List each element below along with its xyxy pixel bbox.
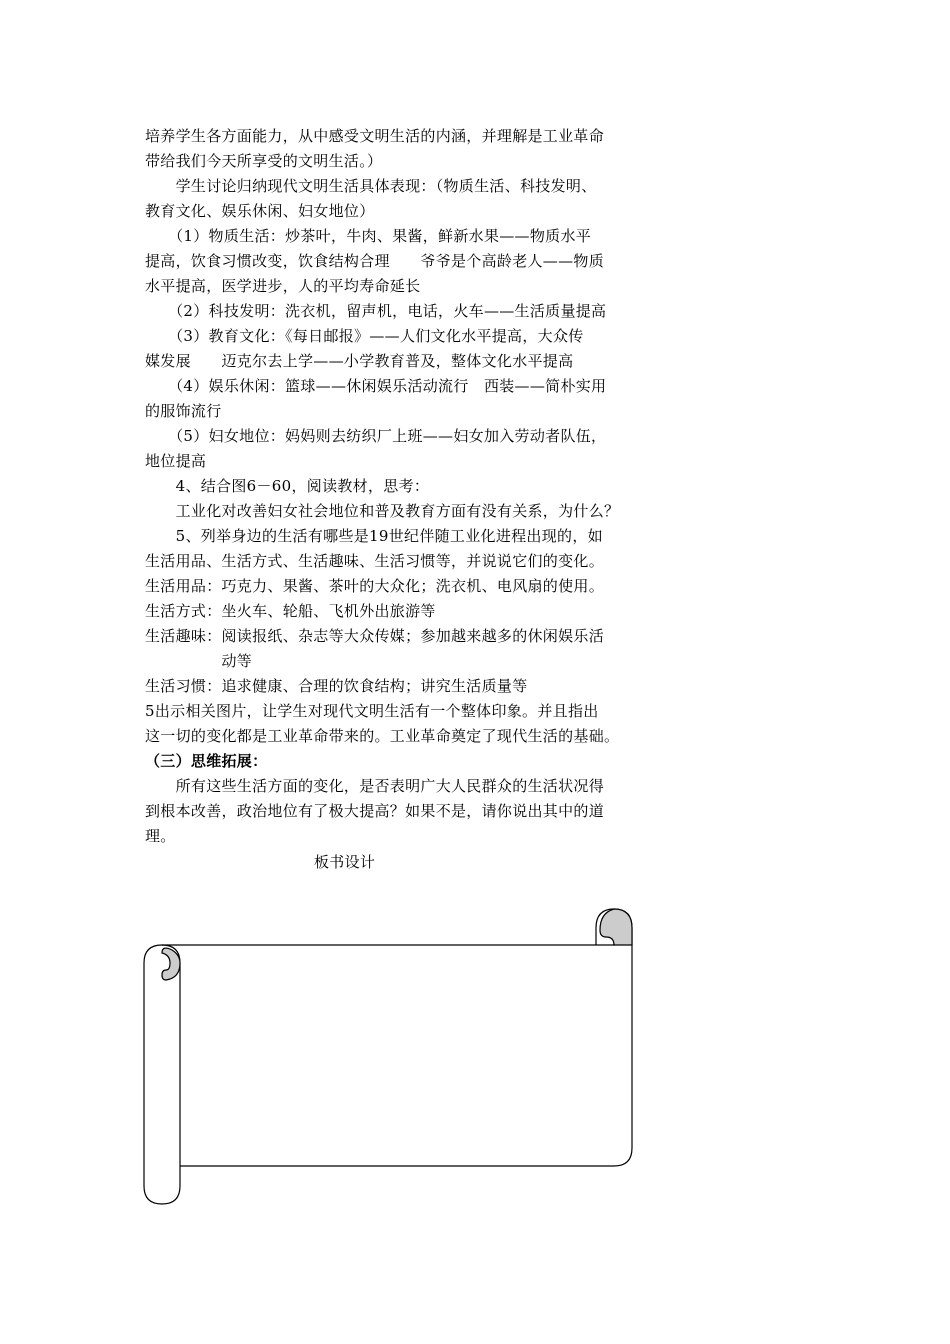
text-line: （2）科技发明：洗衣机，留声机，电话，火车——生活质量提高 <box>145 302 607 320</box>
text-line: 带给我们今天所享受的文明生活。） <box>145 152 383 170</box>
text-line: （3）教育文化：《每日邮报》——人们文化水平提高，大众传 <box>145 327 584 345</box>
text-line: 培养学生各方面能力，从中感受文明生活的内涵，并理解是工业革命 <box>145 127 605 145</box>
section-heading: （三）思维拓展： <box>145 752 268 770</box>
board-design-title: 板书设计 <box>314 853 376 871</box>
text-line: 媒发展 迈克尔去上学——小学教育普及，整体文化水平提高 <box>145 352 574 370</box>
text-line: 生活习惯：追求健康、合理的饮食结构；讲究生活质量等 <box>145 677 528 695</box>
text-line: 水平提高，医学进步，人的平均寿命延长 <box>145 277 421 295</box>
text-line: 提高，饮食习惯改变，饮食结构合理 爷爷是个高龄老人——物质 <box>145 252 605 270</box>
text-line: 生活用品、生活方式、生活趣味、生活习惯等，并说说它们的变化。 <box>145 552 605 570</box>
text-line: 生活趣味：阅读报纸、杂志等大众传媒；参加越来越多的休闲娱乐活 <box>145 627 605 645</box>
text-line: 这一切的变化都是工业革命带来的。工业革命奠定了现代生活的基础。 <box>145 727 620 745</box>
text-line: 5出示相关图片，让学生对现代文明生活有一个整体印象。并且指出 <box>145 702 599 720</box>
text-line: 理。 <box>145 827 176 845</box>
text-line: 5、列举身边的生活有哪些是19世纪伴随工业化进程出现的，如 <box>145 527 603 545</box>
text-line: （4）娱乐休闲：篮球——休闲娱乐活动流行 西装——简朴实用 <box>145 377 607 395</box>
text-line: 教育文化、娱乐休闲、妇女地位） <box>145 202 375 220</box>
text-line: （5）妇女地位：妈妈则去纺织厂上班——妇女加入劳动者队伍， <box>145 427 607 445</box>
text-line: 地位提高 <box>145 452 207 470</box>
text-line: 的服饰流行 <box>145 402 222 420</box>
text-line: 生活用品：巧克力、果酱、茶叶的大众化；洗衣机、电风扇的使用。 <box>145 577 605 595</box>
text-line: 所有这些生活方面的变化，是否表明广大人民群众的生活状况得 <box>145 777 605 795</box>
text-line: 动等 <box>145 652 253 670</box>
text-line: （1）物质生活：炒茶叶，牛肉、果酱，鲜新水果——物质水平 <box>145 227 592 245</box>
text-line: 生活方式：坐火车、轮船、飞机外出旅游等 <box>145 602 436 620</box>
text-line: 到根本改善，政治地位有了极大提高？如果不是，请你说出其中的道 <box>145 802 605 820</box>
scroll-curl-top-right <box>600 909 632 945</box>
text-line: 学生讨论归纳现代文明生活具体表现：（物质生活、科技发明、 <box>145 177 597 195</box>
text-line: 4、结合图6－60，阅读教材，思考： <box>145 477 430 495</box>
text-line: 工业化对改善妇女社会地位和普及教育方面有没有关系，为什么？ <box>145 502 620 520</box>
